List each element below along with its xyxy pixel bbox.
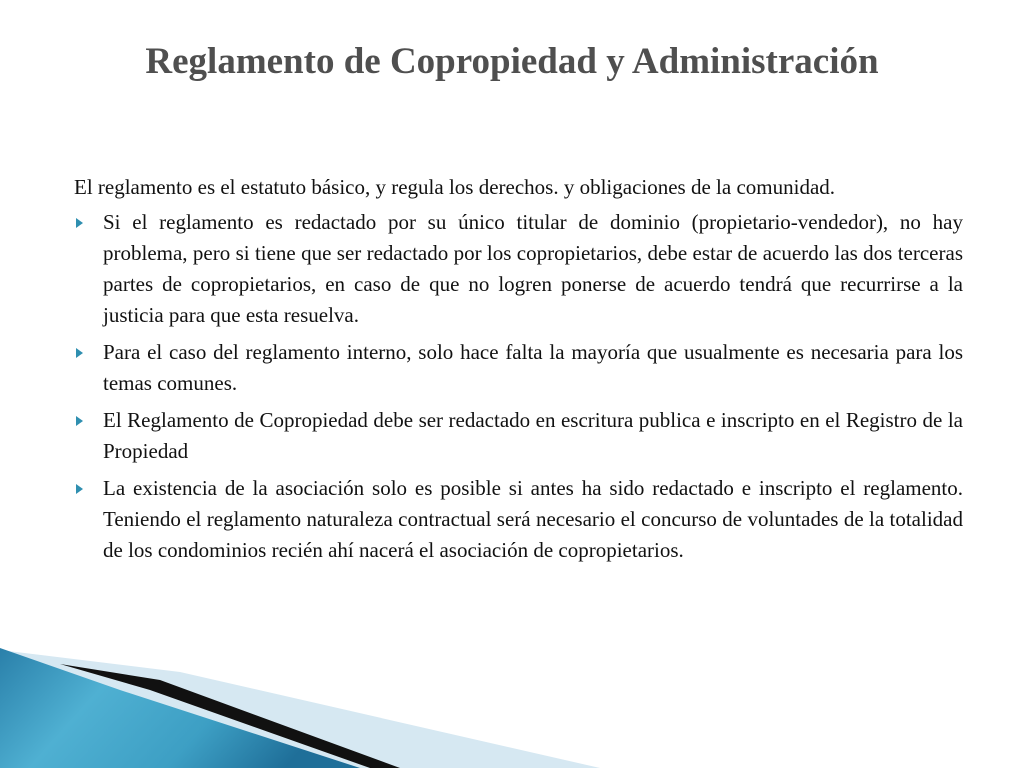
slide-title: Reglamento de Copropiedad y Administración <box>145 41 879 82</box>
decor-black-swoosh <box>60 664 400 768</box>
triangle-right-icon <box>76 218 83 228</box>
bullet-item <box>74 207 963 331</box>
bullet-text: Si el reglamento es redactado por su único titular de dominio (propietario-vendedor), no hay problema, pero si tiene que ser redactado por los copropietarios, debe estar de acuerdo las dos terceras partes de copropietarios, en caso de que no logren ponerse de acuerdo tendrá que recurrirse a la justicia para que esta resuelva. <box>103 210 963 327</box>
bullet-text: Para el caso del reglamento interno, solo hace falta la mayoría que usualmente es necesaria para los temas comunes. <box>103 340 963 395</box>
slide-body <box>74 172 963 572</box>
decor-blue-wedge <box>0 648 360 768</box>
bullet-item <box>74 337 963 399</box>
bullet-item <box>74 473 963 566</box>
decor-pale-band <box>0 650 600 768</box>
bullet-text: La existencia de la asociación solo es posible si antes ha sido redactado e inscripto el reglamento. Teniendo el reglamento naturaleza contractual será necesario el concurso de voluntades de la totalidad de los condominios recién ahí nacerá el asociación de copropietarios. <box>103 476 963 562</box>
bullet-item <box>74 405 963 467</box>
triangle-right-icon <box>76 484 83 494</box>
triangle-right-icon <box>76 416 83 426</box>
bullet-text: El Reglamento de Copropiedad debe ser redactado en escritura publica e inscripto en el Registro de la Propiedad <box>103 408 963 463</box>
triangle-right-icon <box>76 348 83 358</box>
intro-paragraph: El reglamento es el estatuto básico, y regula los derechos. y obligaciones de la comunidad. <box>74 175 836 199</box>
bullet-list <box>74 207 963 566</box>
